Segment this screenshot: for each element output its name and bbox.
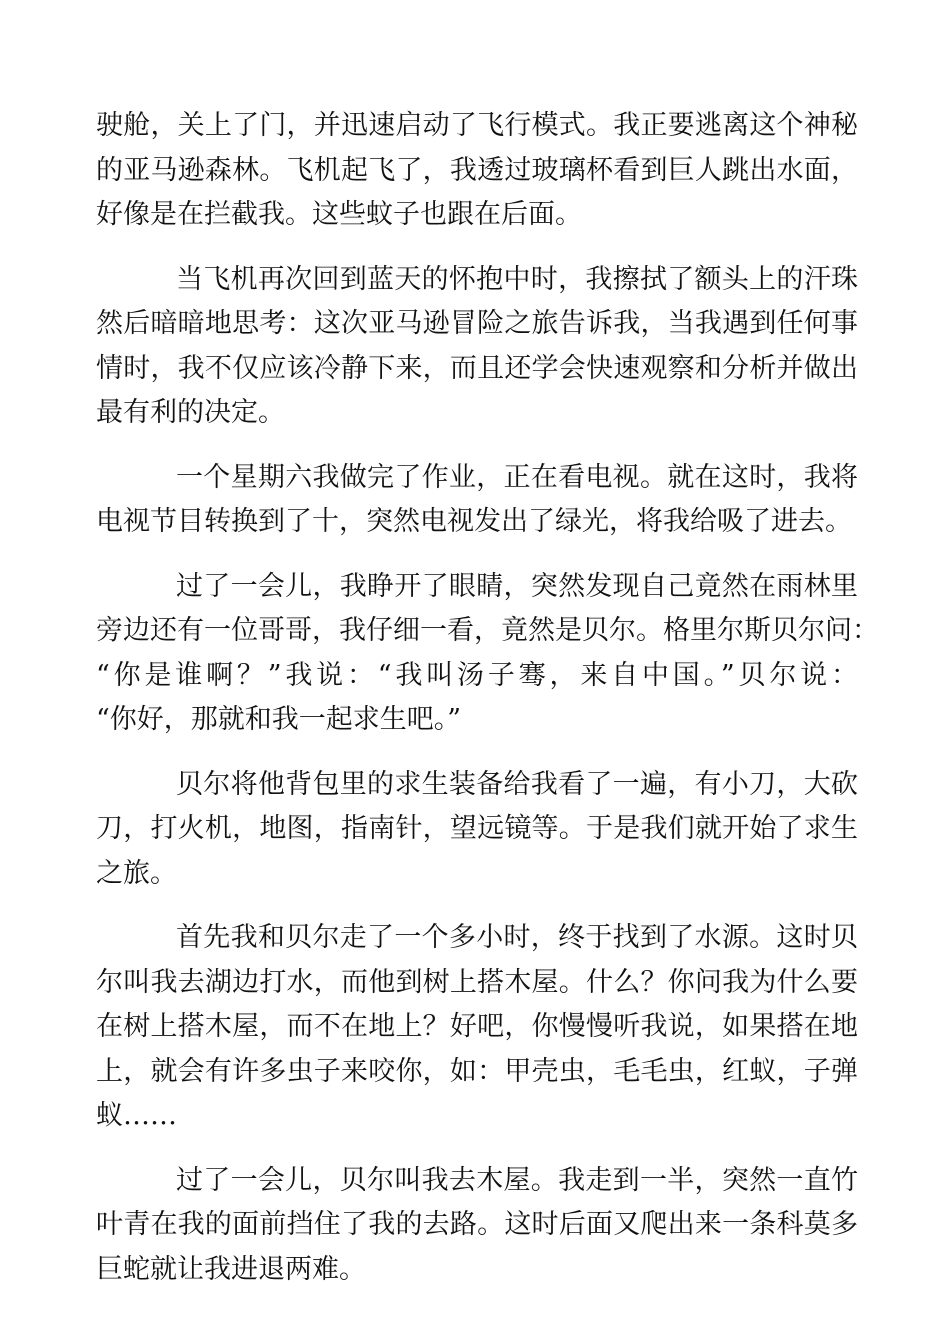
text-line: 过了一会儿，贝尔叫我去木屋。我走到一半，突然一直竹 bbox=[176, 1164, 858, 1196]
paragraph-5 bbox=[96, 763, 858, 897]
text-line: 尔叫我去湖边打水，而他到树上搭木屋。什么？你问我为什么要 bbox=[96, 966, 858, 998]
text-line: 上，就会有许多虫子来咬你，如：甲壳虫，毛毛虫，红蚁，子弹 bbox=[96, 1055, 858, 1087]
paragraph-6 bbox=[96, 916, 858, 1139]
text-line: 在树上搭木屋，而不在地上？好吧，你慢慢听我说，如果搭在地 bbox=[96, 1011, 858, 1042]
text-line: 刀，打火机，地图，指南针，望远镜等。于是我们就开始了求生 bbox=[96, 813, 858, 844]
text-line: “你好，那就和我一起求生吧。” bbox=[96, 704, 462, 735]
text-line: 驶舱，关上了门，并迅速启动了飞行模式。我正要逃离这个神秘 bbox=[96, 110, 858, 141]
text-line: 好像是在拦截我。这些蚊子也跟在后面。 bbox=[96, 199, 582, 230]
text-line: 旁边还有一位哥哥，我仔细一看，竟然是贝尔。格里尔斯贝尔问： bbox=[96, 615, 879, 646]
document-body bbox=[96, 104, 879, 1312]
paragraph-4 bbox=[96, 565, 879, 743]
text-line: 叶青在我的面前挡住了我的去路。这时后面又爬出来一条科莫多 bbox=[96, 1209, 858, 1240]
text-line: 巨蛇就让我进退两难。 bbox=[96, 1253, 366, 1285]
text-line: “你是谁啊？”我说：“我叫汤子骞，来自中国。”贝尔说： bbox=[96, 659, 858, 691]
text-line: 过了一会儿，我睁开了眼睛，突然发现自己竟然在雨林里 bbox=[176, 570, 858, 602]
text-line: 一个星期六我做完了作业，正在看电视。就在这时，我将 bbox=[176, 461, 858, 493]
paragraph-7 bbox=[96, 1159, 858, 1293]
text-line: 然后暗暗地思考：这次亚马逊冒险之旅告诉我，当我遇到任何事 bbox=[96, 308, 858, 339]
text-line: 的亚马逊森林。飞机起飞了，我透过玻璃杯看到巨人跳出水面， bbox=[96, 154, 858, 186]
text-line: 电视节目转换到了十，突然电视发出了绿光，将我给吸了进去。 bbox=[96, 506, 852, 537]
text-line: 之旅。 bbox=[96, 857, 177, 889]
paragraph-3 bbox=[96, 456, 858, 545]
paragraph-1 bbox=[96, 104, 858, 238]
text-line: 首先我和贝尔走了一个多小时，终于找到了水源。这时贝 bbox=[176, 922, 858, 953]
paragraph-2 bbox=[96, 258, 858, 436]
text-line: 蚁…… bbox=[96, 1100, 177, 1131]
text-line: 情时，我不仅应该冷静下来，而且还学会快速观察和分析并做出 bbox=[96, 352, 858, 384]
text-line: 最有利的决定。 bbox=[96, 397, 285, 428]
text-line: 当飞机再次回到蓝天的怀抱中时，我擦拭了额头上的汗珠 bbox=[176, 263, 858, 295]
text-line: 贝尔将他背包里的求生装备给我看了一遍，有小刀，大砍 bbox=[176, 768, 858, 800]
